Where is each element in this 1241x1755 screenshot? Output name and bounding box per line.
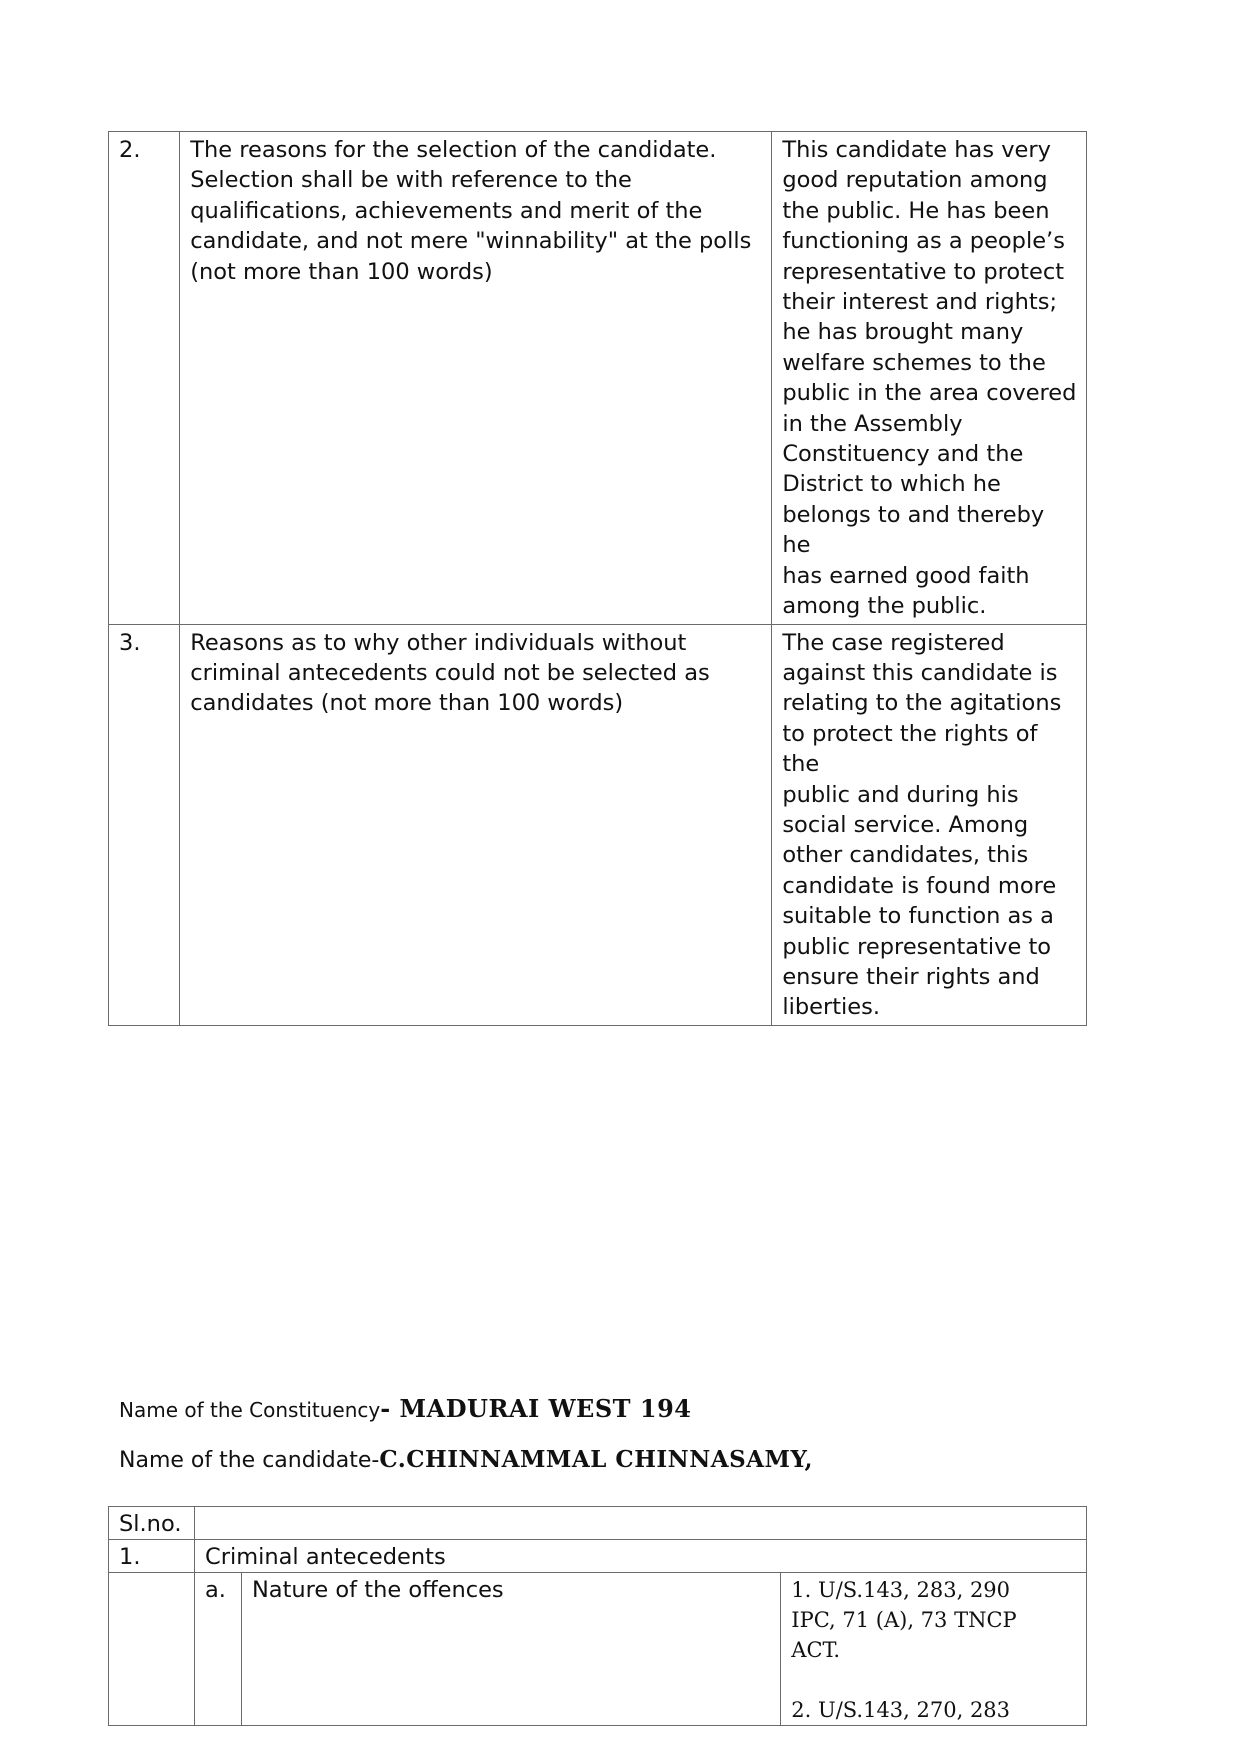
serial-number-cell (109, 132, 180, 625)
question-line: qualifications, achievements and merit of the (190, 197, 703, 224)
answer-line: belongs to and thereby he (782, 501, 1045, 559)
answer-line: among the public. (782, 593, 987, 620)
offences-value-cell (781, 1573, 1087, 1726)
answer-line: to protect the rights of the (782, 720, 1038, 778)
answer-line: the public. He has been (782, 197, 1050, 224)
answer-line: public in the area covered (782, 380, 1077, 407)
nature-label-cell (241, 1573, 780, 1726)
serial-number-cell (109, 1540, 195, 1573)
constituency-label: Name of the Constituency (119, 1398, 381, 1422)
candidate-value: C.CHINNAMMAL CHINNASAMY, (379, 1446, 813, 1473)
answer-line: representative to protect (782, 258, 1065, 285)
empty-serial-cell (109, 1573, 195, 1726)
answer-line: The case registered (782, 629, 1005, 656)
question-line: Reasons as to why other individuals without (190, 629, 687, 656)
question-line: The reasons for the selection of the candidate. (190, 137, 717, 163)
answer-line: Constituency and the (782, 441, 1024, 468)
criminal-antecedents-label: Criminal antecedents (204, 1544, 446, 1570)
offence-line: ACT. (791, 1638, 841, 1662)
table-row (109, 132, 1087, 625)
answer-line: public representative to (782, 933, 1052, 960)
answer-line: in the Assembly (782, 410, 963, 437)
answer-line: relating to the agitations (782, 690, 1062, 717)
serial-number: 1. (119, 1544, 141, 1570)
serial-header: Sl.no. (119, 1511, 182, 1537)
answer-line: their interest and rights; (782, 289, 1058, 316)
empty-header-cell (194, 1507, 1086, 1540)
offence-line: IPC, 71 (A), 73 TNCP (791, 1608, 1017, 1632)
answer-line: liberties. (782, 994, 880, 1021)
spacer (791, 1665, 1078, 1695)
serial-number: 3. (119, 629, 141, 656)
serial-header-cell (109, 1507, 195, 1540)
table-row (109, 1540, 1087, 1573)
table-header-row (109, 1507, 1087, 1540)
question-line: criminal antecedents could not be selected as (190, 659, 710, 686)
answer-line: candidate is found more (782, 872, 1057, 899)
serial-number: 2. (119, 137, 141, 163)
sub-letter: a. (204, 1577, 226, 1603)
question-cell (180, 132, 772, 625)
question-cell (180, 624, 772, 1025)
table-row (109, 1573, 1087, 1726)
answer-line: he has brought many (782, 319, 1024, 346)
answer-line: has earned good faith (782, 562, 1030, 589)
offence-line: 2. U/S.143, 270, 283 (791, 1698, 1011, 1722)
answer-cell (772, 624, 1087, 1025)
table-row (109, 624, 1087, 1025)
answer-line: functioning as a people’s (782, 228, 1065, 255)
sub-letter-cell (194, 1573, 241, 1726)
answer-line: This candidate has very (782, 137, 1051, 163)
answer-line: against this candidate is (782, 659, 1058, 686)
candidate-label: Name of the candidate- (119, 1448, 380, 1473)
offence-line: 1. U/S.143, 283, 290 (791, 1578, 1011, 1602)
answer-line: other candidates, this (782, 842, 1029, 869)
answer-line: social service. Among (782, 811, 1029, 838)
answer-line: ensure their rights and (782, 963, 1040, 990)
nature-of-offences-label: Nature of the offences (251, 1577, 504, 1603)
question-line: candidates (not more than 100 words) (190, 690, 624, 717)
selection-reasons-table (108, 131, 1087, 1026)
serial-number-cell (109, 624, 180, 1025)
candidate-heading (119, 1446, 813, 1473)
answer-line: suitable to function as a (782, 903, 1054, 930)
answer-line: District to which he (782, 471, 1001, 498)
answer-line: good reputation among (782, 167, 1048, 194)
constituency-heading (119, 1394, 692, 1423)
criminal-antecedents-cell (194, 1540, 1086, 1573)
answer-line: public and during his (782, 781, 1019, 808)
constituency-value: - MADURAI WEST 194 (380, 1394, 692, 1423)
answer-cell (772, 132, 1087, 625)
question-line: candidate, and not mere "winnability" at the polls (190, 228, 752, 255)
question-line: Selection shall be with reference to the (190, 167, 632, 194)
answer-line: welfare schemes to the (782, 349, 1046, 376)
question-line: (not more than 100 words) (190, 258, 493, 285)
criminal-antecedents-table (108, 1506, 1087, 1726)
